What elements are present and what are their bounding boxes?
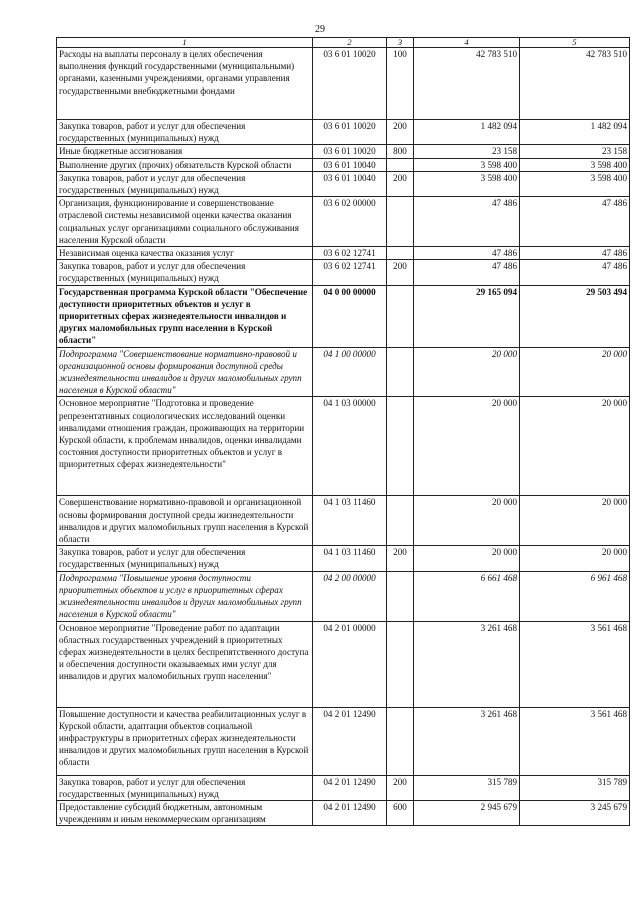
cell-name: Основное мероприятие "Проведение работ по адаптации областных государственных учреждений в приоритетных сферах жизнедеятельности в целях беспрепятственного доступа и обеспечения доступности оказываемых ими услуг для инвалидов и других маломобильных групп населения" — [57, 621, 313, 707]
cell-vr — [387, 158, 414, 171]
cell-name: Повышение доступности и качества реабилитационных услуг в Курской области, адаптация объектов социальной инфраструктуры в приоритетных сферах жизнедеятельности инвалидов и других маломобильных групп населения в Курской области — [57, 707, 313, 775]
cell-sum1: 29 165 094 — [414, 285, 520, 347]
cell-code: 04 2 01 12490 — [313, 775, 387, 800]
cell-vr: 200 — [387, 546, 414, 571]
cell-vr: 600 — [387, 800, 414, 825]
cell-code: 03 6 01 10040 — [313, 158, 387, 171]
cell-sum1: 1 482 094 — [414, 120, 520, 145]
cell-vr — [387, 397, 414, 496]
cell-code: 03 6 01 10020 — [313, 48, 387, 120]
cell-vr — [387, 285, 414, 347]
cell-code: 03 6 01 10040 — [313, 171, 387, 196]
cell-vr: 800 — [387, 145, 414, 158]
cell-name: Закупка товаров, работ и услуг для обеспечения государственных (муниципальных) нужд — [57, 171, 313, 196]
cell-code: 03 6 02 12741 — [313, 260, 387, 285]
cell-name: Совершенствование нормативно-правовой и организационной основы формирования доступной среды жизнедеятельности инвалидов и других маломобильных групп населения в Курской области — [57, 496, 313, 546]
cell-code: 04 1 03 11460 — [313, 496, 387, 546]
cell-sum1: 42 783 510 — [414, 48, 520, 120]
cell-name: Предоставление субсидий бюджетным, автономным учреждениям и иным некоммерческим организациям — [57, 800, 313, 825]
cell-name: Основное мероприятие "Подготовка и проведение репрезентативных социологических исследований оценки инвалидами отношения граждан, проживающих на территории Курской области, к проблемам инвалидов, оценки инвалидами состояния доступности приоритетных объектов и услуг в приоритетных сферах жизнедеятельности" — [57, 397, 313, 496]
table-row — [57, 397, 630, 496]
cell-sum1: 20 000 — [414, 546, 520, 571]
cell-name: Закупка товаров, работ и услуг для обеспечения государственных (муниципальных) нужд — [57, 260, 313, 285]
cell-code: 03 6 02 00000 — [313, 197, 387, 247]
page-number: 29 — [315, 24, 325, 35]
header-col-sum2: 5 — [520, 38, 630, 48]
header-col-code: 2 — [313, 38, 387, 48]
cell-vr — [387, 247, 414, 260]
cell-vr: 100 — [387, 48, 414, 120]
cell-sum1: 20 000 — [414, 347, 520, 397]
cell-sum2: 1 482 094 — [520, 120, 630, 145]
cell-name: Расходы на выплаты персоналу в целях обеспечения выполнения функций государственными (муниципальными) органами, казенными учреждениями, органами управления государственными внебюджетными фондами — [57, 48, 313, 120]
cell-code: 04 1 03 11460 — [313, 546, 387, 571]
table-row — [57, 158, 630, 171]
cell-vr: 200 — [387, 775, 414, 800]
cell-code: 04 2 01 00000 — [313, 621, 387, 707]
table-row — [57, 707, 630, 775]
cell-vr — [387, 571, 414, 621]
cell-vr — [387, 347, 414, 397]
cell-code: 04 1 00 00000 — [313, 347, 387, 397]
header-col-vr: 3 — [387, 38, 414, 48]
cell-sum2: 42 783 510 — [520, 48, 630, 120]
cell-name: Закупка товаров, работ и услуг для обеспечения государственных (муниципальных) нужд — [57, 546, 313, 571]
table-row — [57, 260, 630, 285]
cell-name: Подпрограмма "Совершенствование нормативно-правовой и организационной основы формирования доступной среды жизнедеятельности инвалидов и других маломобильных групп населения в Курской области" — [57, 347, 313, 397]
cell-code: 03 6 02 12741 — [313, 247, 387, 260]
table-row — [57, 285, 630, 347]
table-row — [57, 800, 630, 825]
cell-name: Иные бюджетные ассигнования — [57, 145, 313, 158]
cell-code: 04 1 03 00000 — [313, 397, 387, 496]
cell-vr — [387, 621, 414, 707]
cell-vr — [387, 496, 414, 546]
cell-sum2: 20 000 — [520, 546, 630, 571]
table-row — [57, 145, 630, 158]
header-col-sum1: 4 — [414, 38, 520, 48]
cell-vr: 200 — [387, 120, 414, 145]
cell-sum1: 6 661 468 — [414, 571, 520, 621]
cell-code: 03 6 01 10020 — [313, 120, 387, 145]
table-row — [57, 247, 630, 260]
cell-name: Независимая оценка качества оказания услуг — [57, 247, 313, 260]
cell-sum2: 47 486 — [520, 260, 630, 285]
table-row — [57, 546, 630, 571]
table-row — [57, 347, 630, 397]
cell-code: 04 2 01 12490 — [313, 707, 387, 775]
cell-sum1: 3 261 468 — [414, 621, 520, 707]
table-row — [57, 171, 630, 196]
cell-vr: 200 — [387, 171, 414, 196]
table-row — [57, 621, 630, 707]
cell-sum1: 47 486 — [414, 260, 520, 285]
cell-sum2: 3 561 468 — [520, 621, 630, 707]
table-row — [57, 120, 630, 145]
cell-sum2: 3 598 400 — [520, 158, 630, 171]
table-row — [57, 197, 630, 247]
cell-sum1: 23 158 — [414, 145, 520, 158]
budget-table — [56, 37, 630, 826]
cell-sum2: 20 000 — [520, 347, 630, 397]
table-row — [57, 571, 630, 621]
cell-name: Закупка товаров, работ и услуг для обеспечения государственных (муниципальных) нужд — [57, 775, 313, 800]
cell-sum1: 3 598 400 — [414, 171, 520, 196]
cell-sum1: 20 000 — [414, 397, 520, 496]
cell-sum2: 47 486 — [520, 197, 630, 247]
cell-vr — [387, 197, 414, 247]
cell-sum1: 315 789 — [414, 775, 520, 800]
cell-code: 04 0 00 00000 — [313, 285, 387, 347]
cell-vr: 200 — [387, 260, 414, 285]
cell-sum2: 3 245 679 — [520, 800, 630, 825]
table-header-row — [57, 38, 630, 48]
cell-sum2: 3 561 468 — [520, 707, 630, 775]
cell-sum1: 47 486 — [414, 197, 520, 247]
cell-sum2: 47 486 — [520, 247, 630, 260]
cell-sum2: 3 598 400 — [520, 171, 630, 196]
cell-sum1: 3 598 400 — [414, 158, 520, 171]
cell-sum2: 20 000 — [520, 496, 630, 546]
cell-name: Подпрограмма "Повышение уровня доступности приоритетных объектов и услуг в приоритетных сферах жизнедеятельности инвалидов и других маломобильных групп населения в Курской области" — [57, 571, 313, 621]
table-row — [57, 496, 630, 546]
cell-sum1: 2 945 679 — [414, 800, 520, 825]
table-row — [57, 48, 630, 120]
cell-name: Выполнение других (прочих) обязательств Курской области — [57, 158, 313, 171]
table-row — [57, 775, 630, 800]
cell-code: 04 2 00 00000 — [313, 571, 387, 621]
cell-sum2: 29 503 494 — [520, 285, 630, 347]
cell-sum1: 3 261 468 — [414, 707, 520, 775]
cell-name: Государственная программа Курской области "Обеспечение доступности приоритетных объектов и услуг в приоритетных сферах жизнедеятельности инвалидов и других маломобильных групп населения в Курской области" — [57, 285, 313, 347]
header-col-name: 1 — [57, 38, 313, 48]
cell-sum1: 20 000 — [414, 496, 520, 546]
cell-sum2: 315 789 — [520, 775, 630, 800]
cell-vr — [387, 707, 414, 775]
table-body — [57, 48, 630, 826]
cell-sum2: 6 961 468 — [520, 571, 630, 621]
cell-code: 04 2 01 12490 — [313, 800, 387, 825]
cell-name: Организация, функционирование и совершенствование отраслевой системы независимой оценки качества оказания социальных услуг организациями социального обслуживания населения Курской области — [57, 197, 313, 247]
cell-name: Закупка товаров, работ и услуг для обеспечения государственных (муниципальных) нужд — [57, 120, 313, 145]
cell-sum2: 23 158 — [520, 145, 630, 158]
cell-sum2: 20 000 — [520, 397, 630, 496]
cell-sum1: 47 486 — [414, 247, 520, 260]
cell-code: 03 6 01 10020 — [313, 145, 387, 158]
